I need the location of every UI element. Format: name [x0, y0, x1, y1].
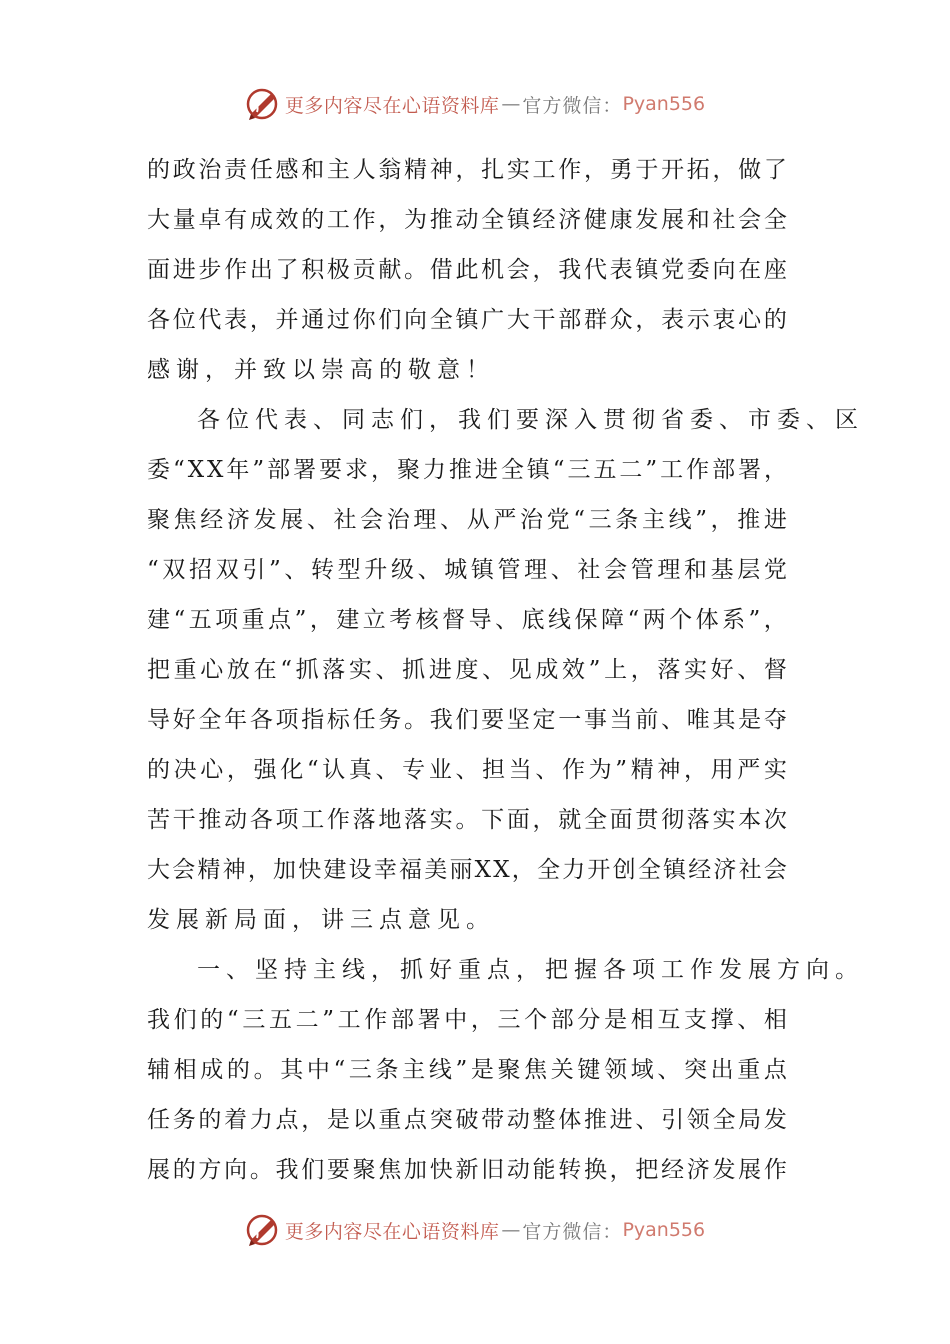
document-body [147, 145, 864, 1195]
text-line: 大 量 卓 有 成 效 的 工 作 ， 为 推 动 全 镇 经 济 健 康 发 展 和 社 会 全 [147, 207, 787, 233]
text-line: “ 双 招 双 引 ” 、 转 型 升 级 、 城 镇 管 理 、 社 会 管 理 和 基 层 党 [147, 557, 787, 583]
text-line: 把 重 心 放 在 “ 抓 落 实 、 抓 进 度 、 见 成 效 ” 上 ， 落 实 好 、 督 [147, 657, 787, 683]
pen-logo-icon [245, 1212, 281, 1248]
text-line: 大 会 精 神 ， 加 快 建 设 幸 福 美 丽 X X ， 全 力 开 创 全 镇 经 济 社 会 [147, 857, 787, 883]
banner-dash: — [501, 1219, 521, 1241]
text-line: 苦 干 推 动 各 项 工 作 落 地 落 实 。 下 面 ， 就 全 面 贯 彻 落 实 本 次 [147, 807, 787, 833]
text-line: 感谢，并致以崇高的敬意！ [147, 357, 495, 383]
text-line: 面 进 步 作 出 了 积 极 贡 献 。 借 此 机 会 ， 我 代 表 镇 党 委 向 在 座 [147, 257, 787, 283]
text-line: 的 决 心 ， 强 化 “ 认 真 、 专 业 、 担 当 、 作 为 ” 精 神 ， 用 严 实 [147, 757, 787, 783]
banner-promo-text: 更多内容尽在心语资料库 [284, 1220, 500, 1243]
text-line: 辅 相 成 的 。 其 中 “ 三 条 主 线 ” 是 聚 焦 关 键 领 域 、 突 出 重 点 [147, 1057, 787, 1083]
banner-promo-text: 更多内容尽在心语资料库 [284, 94, 500, 117]
text-line: 建 “ 五 项 重 点 ” ， 建 立 考 核 督 导 、 底 线 保 障 “ 两 个 体 系 ” ， [147, 607, 787, 633]
text-line: 展 的 方 向 。 我 们 要 聚 焦 加 快 新 旧 动 能 转 换 ， 把 经 济 发 展 作 [147, 1157, 787, 1183]
text-line: 导 好 全 年 各 项 指 标 任 务 。 我 们 要 坚 定 一 事 当 前 、 唯 其 是 夺 [147, 707, 787, 733]
pen-logo-icon [245, 86, 281, 122]
text-line: 发展新局面，讲三点意见。 [147, 907, 495, 933]
banner-wechat-id: Pyan556 [622, 1219, 706, 1241]
banner-wechat-id: Pyan556 [622, 93, 706, 115]
text-line: 委 “ X X 年 ” 部 署 要 求 ， 聚 力 推 进 全 镇 “ 三 五 二 ” 工 作 部 署 ， [147, 457, 787, 483]
banner-wechat-label: 官方微信： [522, 1220, 623, 1243]
footer-banner [0, 1208, 950, 1252]
text-line: 的 政 治 责 任 感 和 主 人 翁 精 神 ， 扎 实 工 作 ， 勇 于 开 拓 ， 做 了 [147, 157, 787, 183]
banner-wechat-label: 官方微信： [522, 94, 623, 117]
section-heading: 一、坚持主线，抓好重点，把握各项工作发展方向。 [197, 957, 864, 983]
text-line: 各 位 代 表 ， 并 通 过 你 们 向 全 镇 广 大 干 部 群 众 ， 表 示 衷 心 的 [147, 307, 787, 333]
text-line: 任 务 的 着 力 点 ， 是 以 重 点 突 破 带 动 整 体 推 进 、 引 领 全 局 发 [147, 1107, 787, 1133]
banner-dash: — [501, 93, 521, 115]
text-line: 各位代表、同志们，我们要深入贯彻省委、市委、区 [197, 407, 864, 433]
text-line: 我 们 的 “ 三 五 二 ” 工 作 部 署 中 ， 三 个 部 分 是 相 互 支 撑 、 相 [147, 1007, 787, 1033]
header-banner [0, 82, 950, 126]
text-line: 聚 焦 经 济 发 展 、 社 会 治 理 、 从 严 治 党 “ 三 条 主 线 ” ， 推 进 [147, 507, 787, 533]
